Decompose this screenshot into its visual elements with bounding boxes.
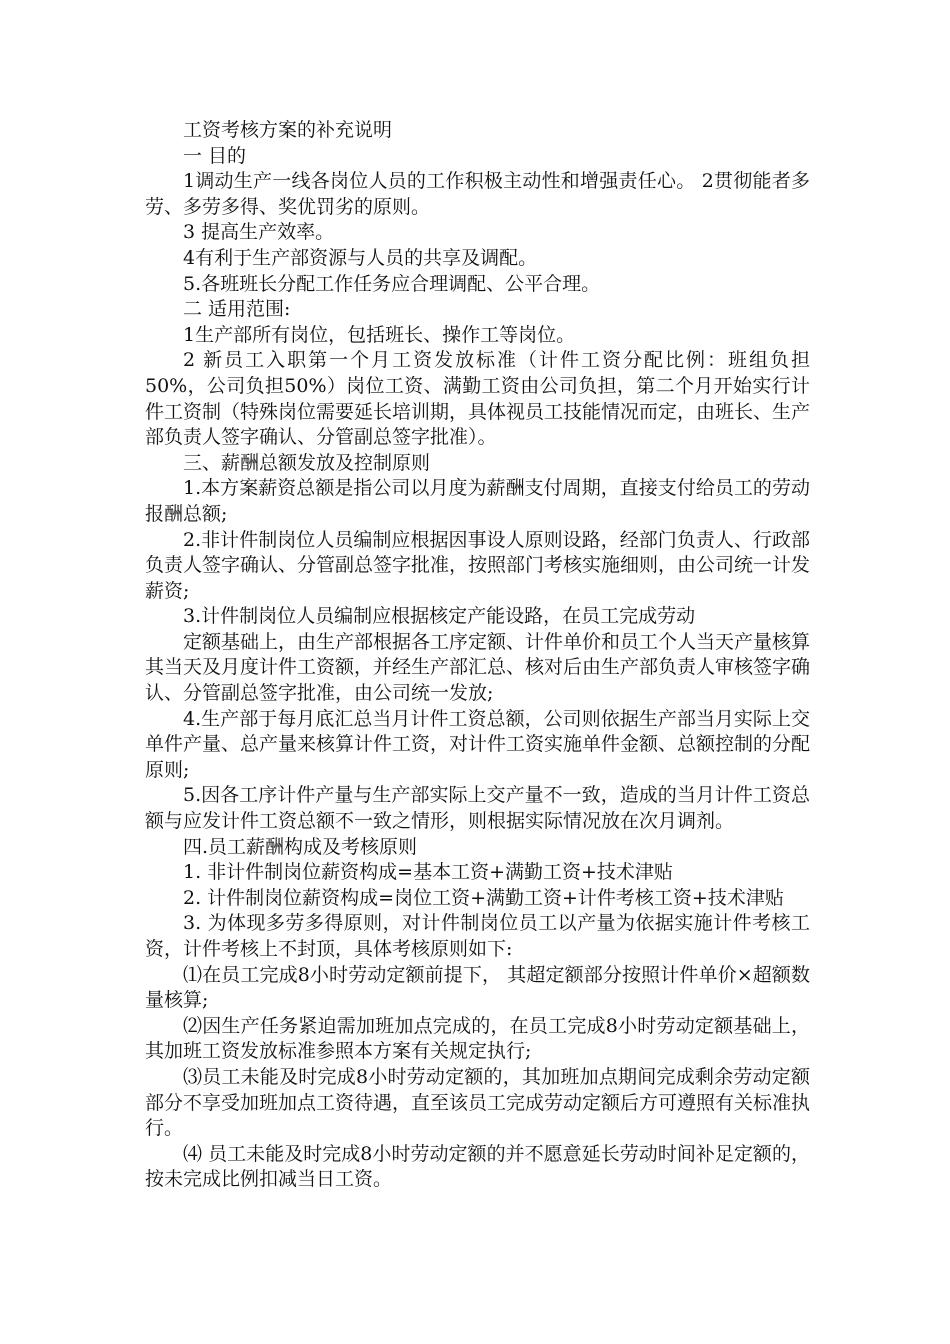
paragraph: 2 新员工入职第一个月工资发放标准（计件工资分配比例：班组负担50%，公司负担50%）岗位工资、满勤工资由公司负担，第二个月开始实行计件工资制（特殊岗位需要延长培训期，具体视员工技能情况而定，由班长、生产部负责人签字确认、分管副总签字批准）。 [145, 349, 811, 449]
paragraph: ⑶员工未能及时完成8小时劳动定额的，其加班加点期间完成剩余劳动定额部分不享受加班加点工资待遇，直至该员工完成劳动定额后方可遵照有关标准执行。 [145, 1065, 811, 1140]
paragraph: 5.各班班长分配工作任务应合理调配、公平合理。 [183, 272, 601, 295]
paragraph: 定额基础上，由生产部根据各工序定额、计件单价和员工个人当天产量核算其当天及月度计件工资额，并经生产部汇总、核对后由生产部负责人审核签字确认、分管副总签字批准，由公司统一发放; [145, 630, 811, 705]
paragraph: 1.本方案薪资总额是指公司以月度为薪酬支付周期，直接支付给员工的劳动报酬总额; [145, 477, 810, 525]
section-heading-scope: 二 适用范围: [183, 298, 291, 321]
paragraph: ⑴在员工完成8小时劳动定额前提下， 其超定额部分按照计件单价×超额数量核算; [145, 963, 810, 1012]
paragraph: 4有利于生产部资源与人员的共享及调配。 [183, 246, 538, 269]
paragraph: 1生产部所有岗位，包括班长、操作工等岗位。 [183, 323, 576, 346]
paragraph: 2.非计件制岗位人员编制应根据因事设人原则设路，经部门负责人、行政部负责人签字确认、分管副总签字批准，按照部门考核实施细则，由公司统一计发薪资; [145, 528, 811, 602]
paragraph: 3 提高生产效率。 [183, 221, 335, 244]
section-heading-composition: 四.员工薪酬构成及考核原则 [183, 835, 418, 858]
section-heading-salary-control: 三、薪酬总额发放及控制原则 [183, 451, 431, 474]
paragraph: 1. 非计件制岗位薪资构成=基本工资+满勤工资+技术津贴 [183, 861, 673, 884]
paragraph: 3.计件制岗位人员编制应根据核定产能设路，在员工完成劳动 [183, 605, 696, 628]
document-body [145, 118, 810, 1193]
paragraph: 2. 计件制岗位薪资构成=岗位工资+满勤工资+计件考核工资+技术津贴 [183, 886, 784, 909]
section-heading-purpose: 一 目的 [183, 144, 247, 167]
document-title: 工资考核方案的补充说明 [183, 119, 393, 141]
paragraph: 5.因各工序计件产量与生产部实际上交产量不一致，造成的当月计件工资总额与应发计件工资总额不一致之情形，则根据实际情况放在次月调剂。 [145, 784, 810, 833]
paragraph: 1调动生产一线各岗位人员的工作积极主动性和增强责任心。 2贯彻能者多劳、多劳多得、奖优罚劣的原则。 [145, 170, 810, 218]
paragraph: 3. 为体现多劳多得原则，对计件制岗位员工以产量为依据实施计件考核工资，计件考核上不封顶，具体考核原则如下: [145, 912, 810, 960]
paragraph: ⑵因生产任务紧迫需加班加点完成的，在员工完成8小时劳动定额基础上，其加班工资发放标准参照本方案有关规定执行; [145, 1014, 810, 1063]
paragraph: ⑷ 员工未能及时完成8小时劳动定额的并不愿意延长劳动时间补足定额的，按未完成比例扣减当日工资。 [145, 1142, 810, 1191]
paragraph: 4.生产部于每月底汇总当月计件工资总额，公司则依据生产部当月实际上交单件产量、总产量来核算计件工资，对计件工资实施单件金额、总额控制的分配原则; [145, 707, 811, 781]
